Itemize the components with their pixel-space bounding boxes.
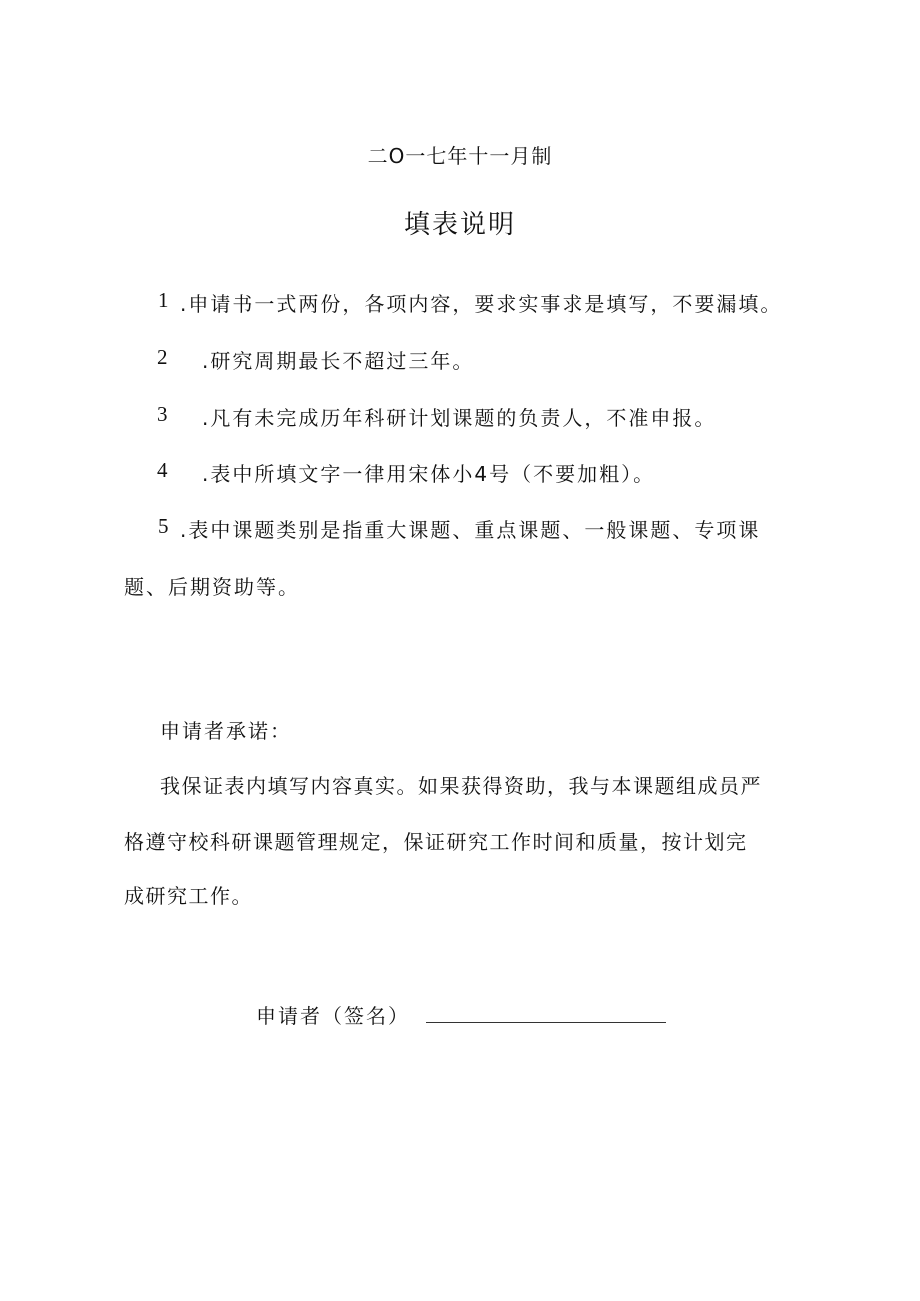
instruction-number: 3 <box>157 402 170 426</box>
instruction-number: 5 <box>158 514 171 538</box>
instruction-text: .申请书一式两份，各项内容，要求实事求是填写，不要漏填。 <box>180 292 783 316</box>
instruction-number: 2 <box>157 345 170 369</box>
pledge-text: 格遵守校科研课题管理规定，保证研究工作时间和质量，按计划完 <box>124 830 748 854</box>
pledge-heading: 申请者承诺： <box>160 719 292 743</box>
instruction-text: .表中课题类别是指重大课题、重点课题、一般课题、专项课 <box>180 518 761 542</box>
pledge-text: 我保证表内填写内容真实。如果获得资助，我与本课题组成员严 <box>160 774 762 798</box>
instruction-text: .表中所填文字一律用宋体小4号（不要加粗）。 <box>202 462 656 486</box>
section-title: 填表说明 <box>403 210 516 240</box>
date-line: 二O一七年十一月制 <box>367 144 553 168</box>
instruction-number: 4 <box>157 458 170 482</box>
instruction-text-continuation: 题、后期资助等。 <box>124 575 300 599</box>
signature-blank-line[interactable] <box>426 1022 666 1023</box>
pledge-text: 成研究工作。 <box>124 884 253 908</box>
instruction-text: .凡有未完成历年科研计划课题的负责人，不准申报。 <box>202 406 717 430</box>
signature-label: 申请者（签名） <box>256 1004 410 1028</box>
instruction-text: .研究周期最长不超过三年。 <box>202 349 475 373</box>
instruction-number: 1 <box>158 288 171 312</box>
